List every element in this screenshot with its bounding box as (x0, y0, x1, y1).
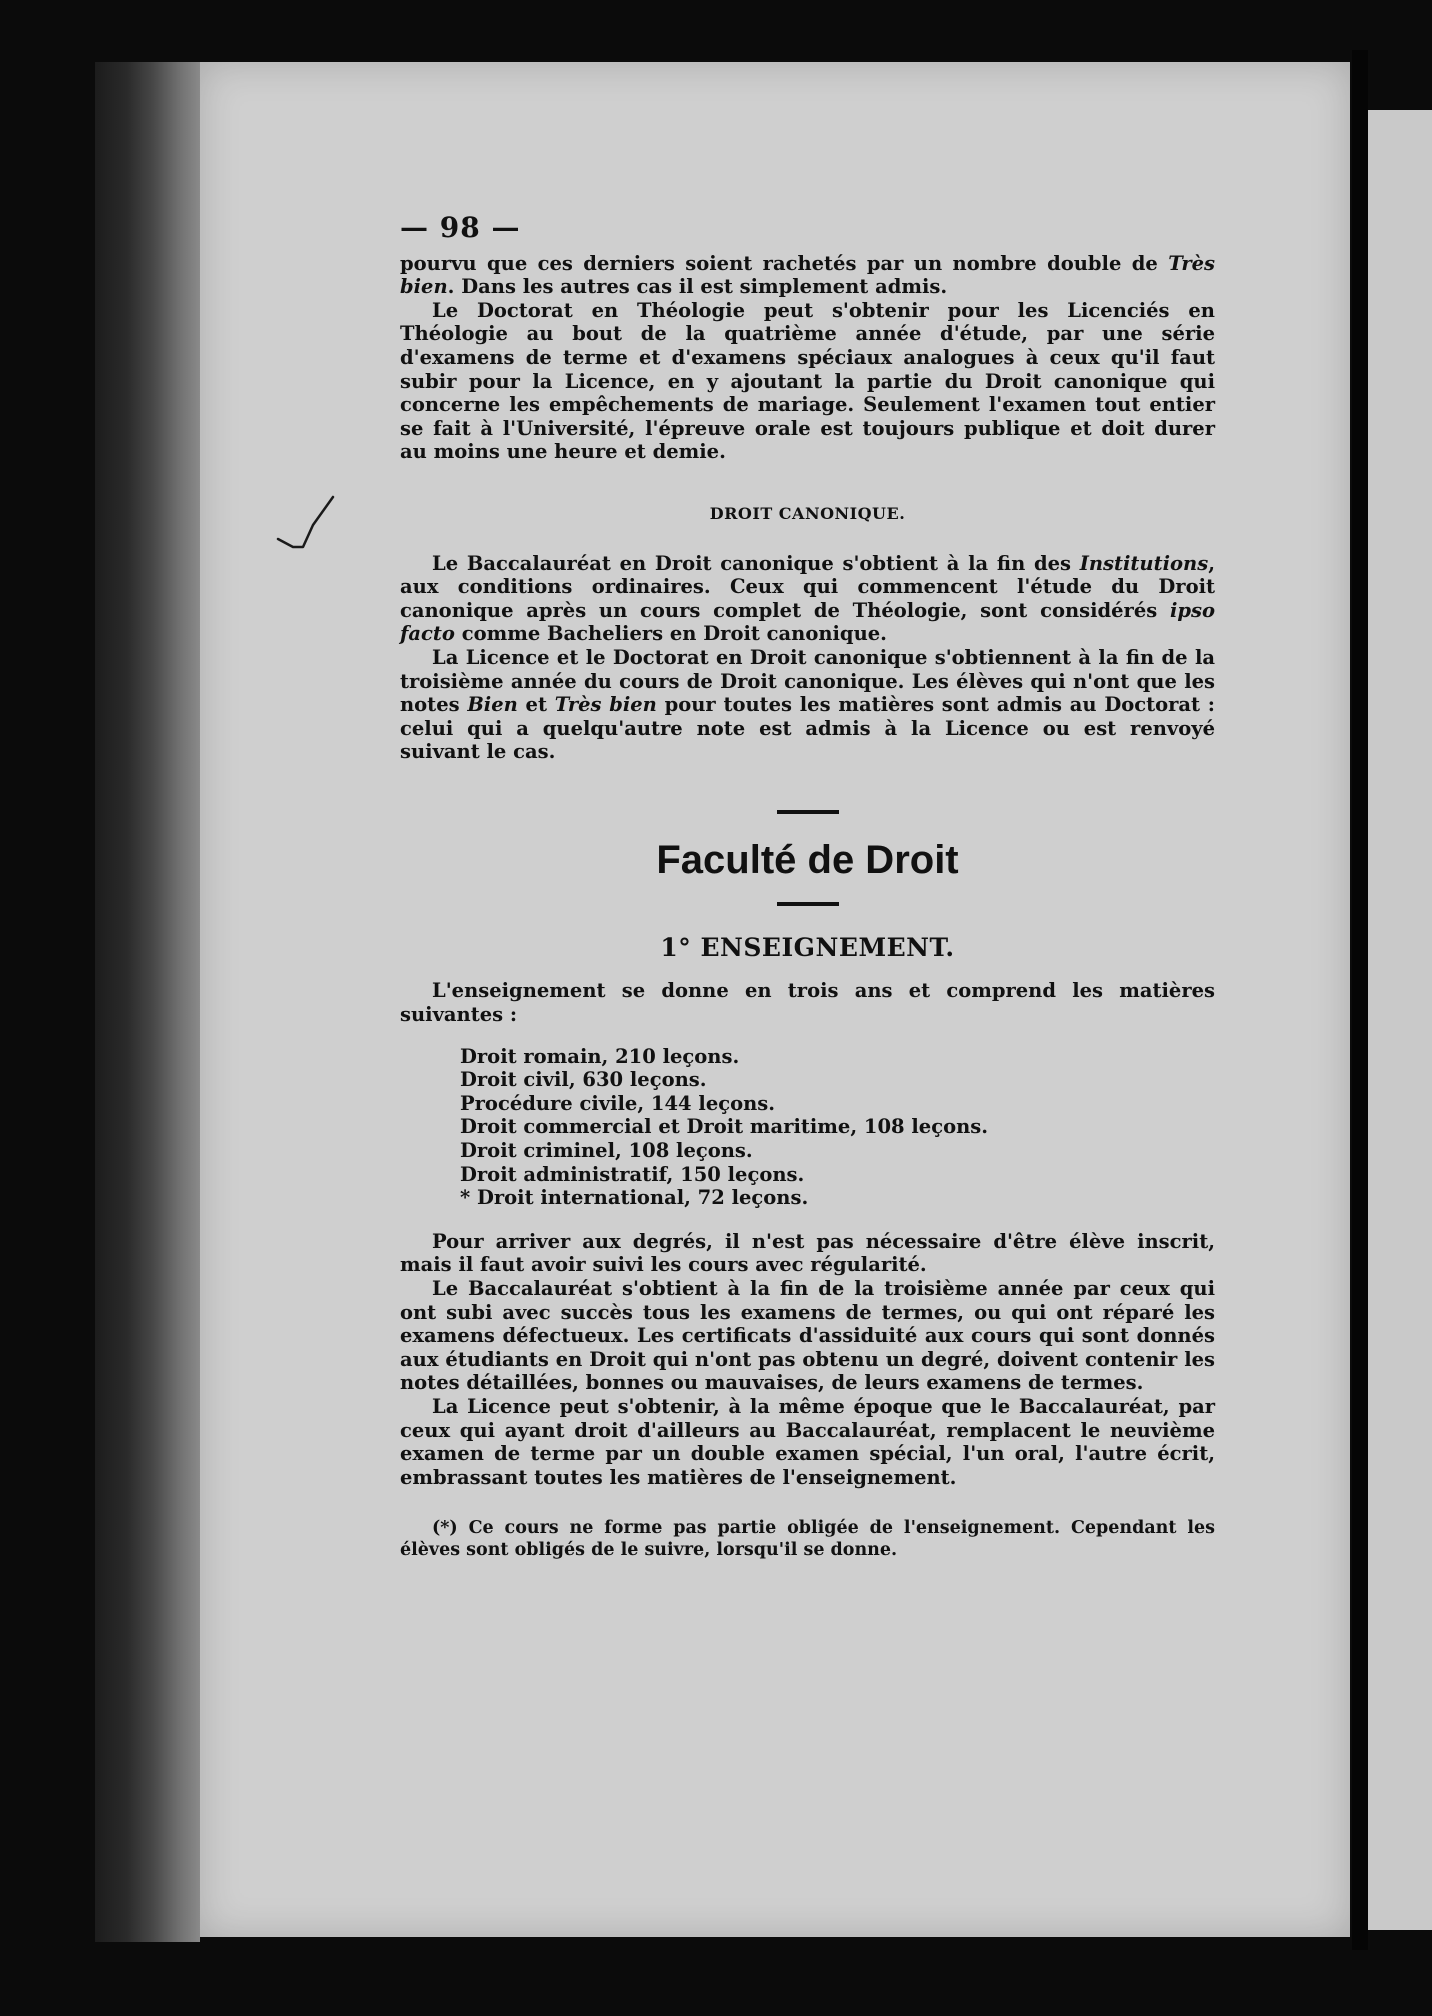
canon-law-paragraph (400, 552, 1215, 646)
text-run: comme Bacheliers en Droit canonique. (454, 622, 887, 646)
course-item: Droit criminel, 108 leçons. (460, 1139, 753, 1163)
section-heading-droit-canonique: DROIT CANONIQUE. (709, 503, 906, 523)
course-item: Droit romain, 210 leçons. (460, 1044, 740, 1068)
text-run: La Licence et le Doctorat en Droit canonique s'obtiennent à la fin de la troisième année du cours de Droit canonique. Les élèves qui n'ont que les notes (400, 645, 1215, 717)
text-run: pourvu que ces derniers soient rachetés par un nombre double de (400, 251, 1169, 275)
checkmark-annotation-icon (275, 495, 345, 555)
law-faculty-paragraph: Pour arriver aux degrés, il n'est pas nécessaire d'être élève inscrit, mais il faut avoir suivi les cours avec régularité. (400, 1229, 1215, 1277)
text-run: pour toutes les matières sont admis au Doctorat : celui qui a quelqu'autre note est admis à la Licence ou est renvoyé suivant le cas. (400, 693, 1215, 764)
faculty-title: Faculté de Droit (656, 837, 959, 882)
course-list (460, 1045, 1215, 1210)
bottom-paragraphs (400, 1230, 1215, 1490)
course-item: Droit administratif, 150 leçons. (460, 1162, 805, 1186)
text-run: , aux conditions ordinaires. Ceux qui commencent l'étude du Droit canonique après un cours complet de Théologie, sont considérés (400, 551, 1215, 622)
book-spine-edge (95, 62, 200, 1942)
italic-term: Institutions (1079, 551, 1209, 575)
text-run: Le Baccalauréat en Droit canonique s'obtient à la fin des (432, 551, 1080, 575)
law-faculty-paragraph: La Licence peut s'obtenir, à la même époque que le Baccalauréat, par ceux qui ayant droit d'ailleurs au Baccalauréat, remplacent le neuvième examen de terme par un double examen spécial, l'un oral, l'autre écrit, embrassant toutes les matières de l'enseignement. (400, 1394, 1215, 1489)
course-item: Droit commercial et Droit maritime, 108 leçons. (460, 1115, 989, 1139)
footnote: (*) Ce cours ne forme pas partie obligée de l'enseignement. Cependant les élèves sont obligés de le suivre, lorsqu'il se donne. (400, 1518, 1215, 1561)
course-item: * Droit international, 72 leçons. (460, 1186, 809, 1210)
italic-term: Bien (467, 693, 518, 717)
page-gutter (1352, 50, 1368, 1950)
sub-heading-enseignement: 1° ENSEIGNEMENT. (660, 932, 955, 962)
law-faculty-paragraph: Le Baccalauréat s'obtient à la fin de la troisième année par ceux qui ont subi avec succès tous les examens de termes, ou qui ont réparé les examens défectueux. Les certificats d'assiduité aux cours qui sont donnés aux étudiants en Droit qui n'ont pas obtenu un degré, doivent contenir les notes détaillées, bonnes ou mauvaises, de leurs examens de termes. (400, 1277, 1215, 1395)
page-number: — 98 — (400, 211, 521, 244)
italic-term: ipso facto (400, 598, 1215, 646)
top-paragraphs (400, 252, 1215, 464)
theology-paragraph (400, 299, 1215, 464)
course-item: Procédure civile, 144 leçons. (460, 1091, 776, 1115)
divider-rule-bottom (777, 902, 839, 906)
adjacent-page-edge (1368, 110, 1432, 1930)
page-content (400, 200, 1215, 1561)
italic-term: Très bien (400, 251, 1215, 299)
course-item: Droit civil, 630 leçons. (460, 1068, 707, 1092)
divider-rule-top (777, 810, 839, 814)
italic-term: Très bien (554, 693, 657, 717)
canon-paragraphs (400, 552, 1215, 764)
canon-law-paragraph (400, 646, 1215, 764)
text-run: . Dans les autres cas il est simplement admis. (447, 275, 948, 299)
text-run: Le Doctorat en Théologie peut s'obtenir pour les Licenciés en Théologie au bout de la quatrième année d'étude, par une série d'examens de terme et d'examens spéciaux analogues à ceux qu'il faut subir pour la Licence, en y ajoutant la partie du Droit canonique qui concerne les empêchements de mariage. Seulement l'examen tout entier se fait à l'Université, l'épreuve orale est toujours publique et doit durer au moins une heure et demie. (400, 298, 1215, 464)
text-run: et (517, 693, 555, 717)
intro-paragraph: L'enseignement se donne en trois ans et comprend les matières suivantes : (400, 979, 1215, 1027)
theology-paragraph (400, 252, 1215, 299)
